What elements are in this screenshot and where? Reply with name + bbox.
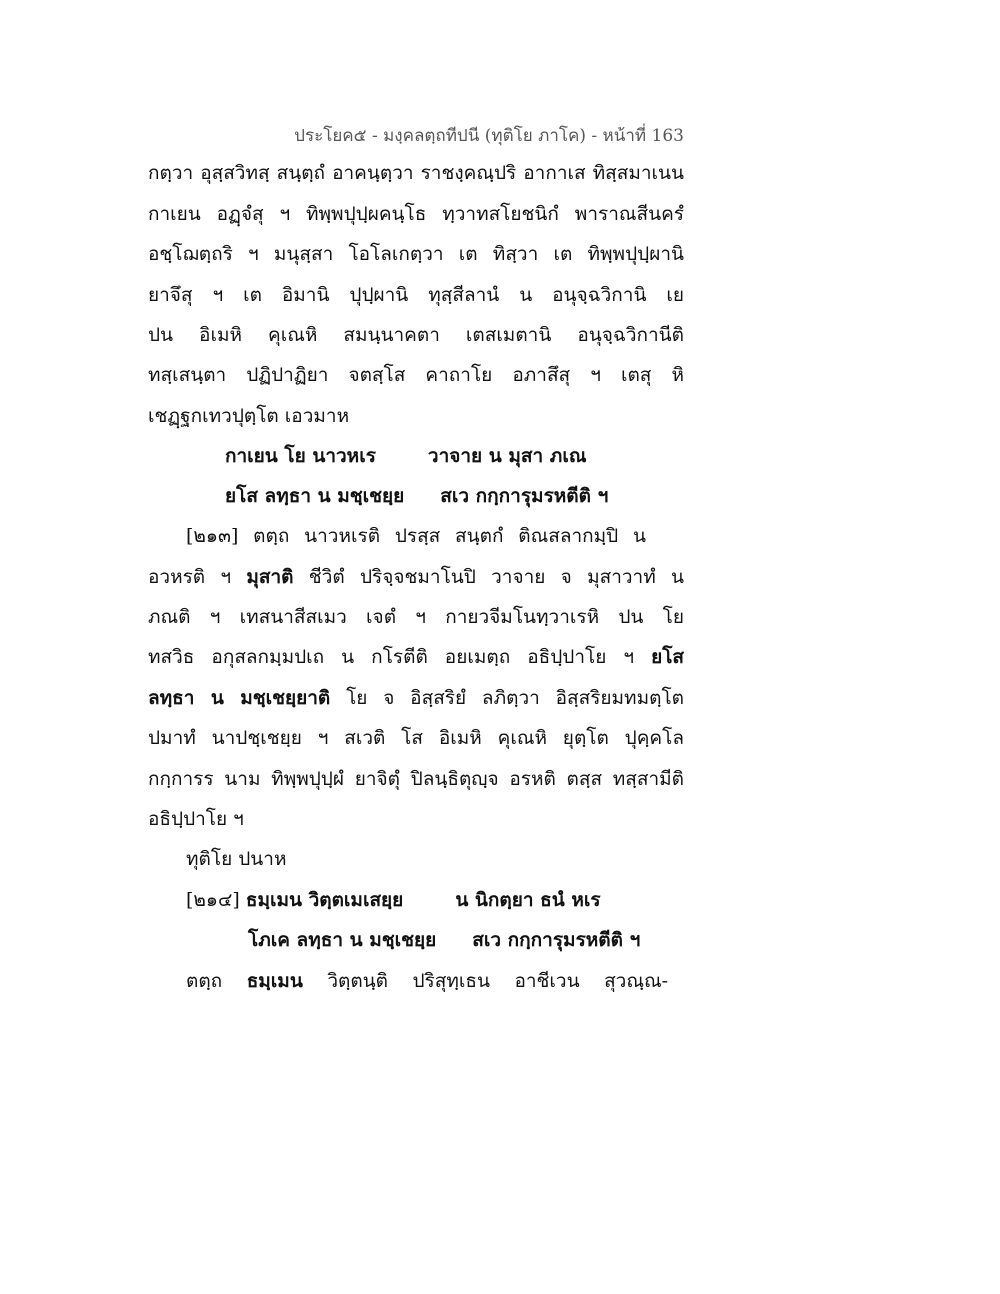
para1-line8: อธิปฺปาโย ฯ: [148, 808, 244, 830]
body-line-6: ทสฺเสนฺตา ปฏิปาฏิยา จตสฺโส คาถาโย อภาสึสุ ฯ เตสุ หิ: [148, 364, 684, 386]
last-line-a: ตตฺถ: [186, 970, 223, 992]
body-line-5: ปน อิเมหิ คุเณหิ สมนฺนาคตา เตสเมตานิ อนุจฺฉวิกานีติ: [148, 324, 684, 346]
verse1-line1-a: กาเยน โย นาวหเร: [225, 445, 376, 467]
last-line-b: ธมฺเมน: [246, 970, 303, 992]
verse2-line1-a: ธมฺเมน วิตฺตเมเสยฺย: [245, 889, 404, 911]
para1-line4: [148, 645, 684, 669]
verse2-line2: [248, 928, 640, 952]
para1-line5-b: โย จ อิสฺสริยํ ลภิตฺวา อิสฺสริยมทมตฺโต: [346, 687, 684, 709]
para1-line2-b: มุสาติ: [246, 566, 294, 588]
para1-line5: [148, 686, 684, 710]
body-line-7: เชฏฺฐกเทวปุตฺโต เอวมาห: [148, 405, 350, 427]
para1-line5-a: ลทฺธา น มชฺเชยฺยาติ: [148, 687, 331, 709]
body-line-1: กตฺวา อุสฺสวิทสฺ สนฺตฺถํ อาคนฺตฺวา ราชงฺคณฺปริ อากาเส ทิสฺสมาเนน: [148, 162, 684, 184]
para1-line2-a: อวหรติ ฯ: [148, 566, 232, 588]
verse2-line2-b: สเว กกฺการุมรหตีติ ฯ: [472, 929, 641, 951]
para1-line1: [๒๑๓] ตตฺถ นาวหเรติ ปรสฺส สนฺตกํ ติณสลากมฺปิ น: [186, 525, 646, 547]
verse1-line2-b: สเว กกฺการุมรหตีติ ฯ: [440, 485, 609, 507]
verse1-line1: [225, 444, 586, 468]
body-line-2: กาเยน อฏฺจํสุ ฯ ทิพฺพปุปฺผคนฺโธ ทฺวาทสโยชนิกํ พาราณสีนครํ: [148, 203, 684, 225]
last-line-c: วิตฺตนฺติ ปริสุทฺเธน อาชีเวน สุวณฺณ-: [327, 970, 669, 992]
verse2-line1-b: น นิกตฺยา ธนํ หเร: [455, 889, 601, 911]
verse2-number: [๒๑๔]: [186, 889, 240, 911]
para1-line2-c: ชีวิตํ ปริจฺจชมาโนปิ วาจาย จ มุสาวาทํ น: [308, 566, 684, 588]
para1-line7: กกฺการร นาม ทิพฺพปุปฺผํ ยาจิตุํ ปิลนฺธิตุญฺจ อรหติ ตสฺส ทสฺสามีติ: [148, 768, 684, 790]
para1-line4-a: ทสวิธ อกุสลกมฺมปเถ น กโรตีติ อยเมตฺถ อธิปฺปาโย ฯ: [148, 646, 635, 668]
verse1-line2: [225, 484, 608, 508]
last-line: [186, 969, 668, 993]
verse2-line1: [186, 888, 601, 912]
verse1-line1-b: วาจาย น มุสา ภเณ: [427, 445, 587, 467]
second-speaker-line: ทุติโย ปนาห: [186, 848, 287, 870]
body-line-4: ยาจึสุ ฯ เต อิมานิ ปุปฺผานิ ทุสฺสีลานํ น อนุจฺฉวิกานิ เย: [148, 284, 684, 306]
para1-line2: [148, 565, 684, 589]
page-header: ประโยค๕ - มงฺคลตฺถทีปนี (ทุติโย ภาโค) - หน้าที่ 163: [294, 126, 684, 146]
body-line-3: อชฺโฌตฺถริ ฯ มนุสฺสา โอโลเกตฺวา เต ทิสฺวา เต ทิพฺพปุปฺผานิ: [148, 243, 684, 265]
para1-line6: ปมาทํ นาปชฺเชยฺย ฯ สเวติ โส อิเมหิ คุเณหิ ยุตฺโต ปุคฺคโล: [148, 727, 684, 749]
verse1-line2-a: ยโส ลทฺธา น มชฺเชยฺย: [225, 485, 405, 507]
para1-line3: ภณติ ฯ เทสนาสีสเมว เจตํ ฯ กายวจีมโนทฺวาเรหิ ปน โย: [148, 606, 684, 628]
verse2-line2-a: โภเค ลทฺธา น มชฺเชยฺย: [248, 929, 437, 951]
para1-line4-b: ยโส: [651, 646, 684, 668]
